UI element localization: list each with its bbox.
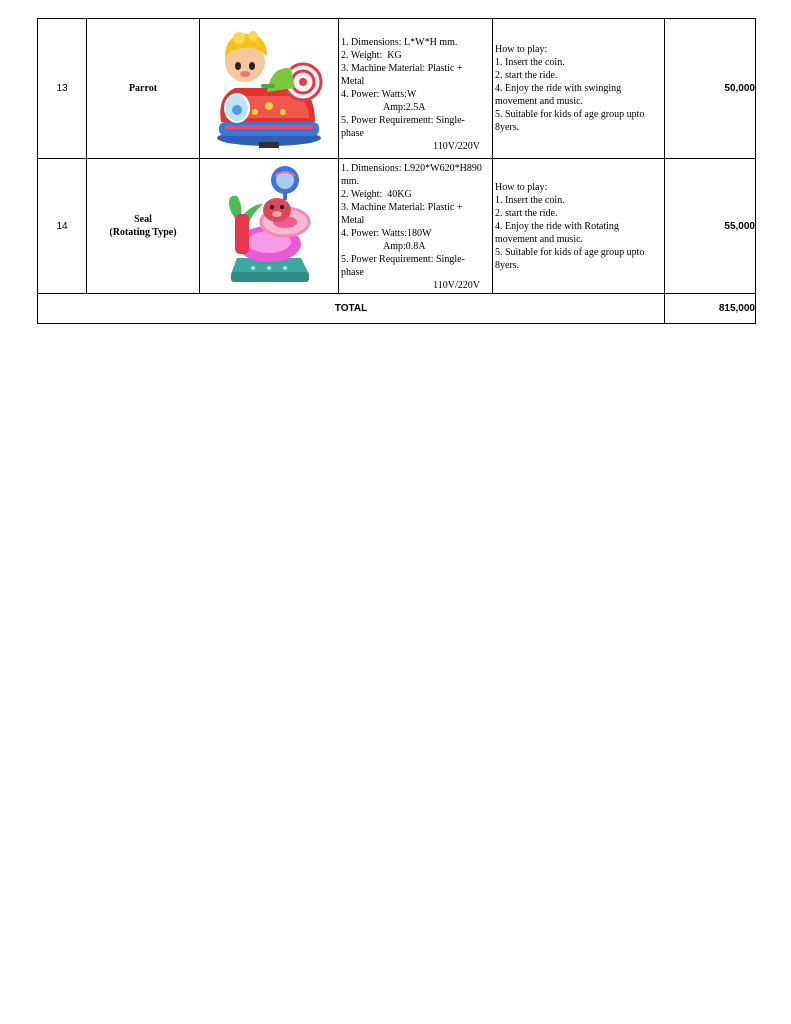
product-image-cell bbox=[200, 159, 339, 294]
spec-line: Amp:0.8A bbox=[383, 241, 426, 252]
spec-line: Metal bbox=[341, 76, 365, 87]
play-line: 4. Enjoy the ride with swinging bbox=[495, 83, 622, 94]
table-row bbox=[38, 159, 756, 294]
spec-line: 1. Dimensions: L*W*H mm. bbox=[341, 37, 458, 48]
spec-line: 110V/220V bbox=[433, 141, 480, 152]
play-line: How to play: bbox=[495, 181, 548, 193]
spec-line: phase bbox=[341, 267, 364, 278]
product-name-line: (Rotating Type) bbox=[109, 227, 177, 238]
product-name bbox=[87, 159, 200, 294]
play-line: 2. start the ride. bbox=[495, 70, 558, 81]
serial-number: 14 bbox=[38, 159, 87, 294]
spec-line: 3. Machine Material: Plastic + bbox=[341, 63, 463, 74]
price: 55,000 bbox=[665, 159, 756, 294]
play-line: 4. Enjoy the ride with Rotating bbox=[495, 220, 619, 232]
spec-line: 5. Power Requirement: Single- bbox=[341, 115, 465, 126]
total-row bbox=[38, 294, 756, 324]
spec-line: mm. bbox=[341, 176, 360, 187]
play-line: 1. Insert the coin. bbox=[495, 57, 565, 68]
spec-line: 1. Dimensions: L920*W620*H890 bbox=[341, 163, 482, 174]
play-line: How to play: bbox=[495, 44, 548, 55]
play-line: 8yers. bbox=[495, 259, 520, 271]
spec-line: 4. Power: Watts:180W bbox=[341, 228, 432, 239]
price: 50,000 bbox=[665, 19, 756, 159]
spec-line: 110V/220V bbox=[433, 280, 480, 291]
play-line: movement and music. bbox=[495, 96, 584, 107]
play-line: 2. start the ride. bbox=[495, 207, 558, 219]
spec-line: 2. Weight: KG bbox=[341, 50, 402, 61]
product-name bbox=[87, 19, 200, 159]
spec-line: 2. Weight: 40KG bbox=[341, 189, 412, 200]
spec-line: Metal bbox=[341, 215, 365, 226]
specifications bbox=[339, 159, 493, 294]
spec-line: phase bbox=[341, 128, 364, 139]
spec-line: Amp:2.5A bbox=[383, 102, 426, 113]
how-to-play bbox=[493, 19, 665, 159]
play-line: movement and music. bbox=[495, 233, 584, 245]
product-name-line: Seal bbox=[134, 214, 152, 225]
play-line: 8yers. bbox=[495, 122, 520, 133]
product-image-cell bbox=[200, 19, 339, 159]
total-label: TOTAL bbox=[38, 294, 665, 324]
serial-number: 13 bbox=[38, 19, 87, 159]
spec-line: 3. Machine Material: Plastic + bbox=[341, 202, 463, 213]
spec-line: 5. Power Requirement: Single- bbox=[341, 254, 465, 265]
specifications bbox=[339, 19, 493, 159]
quotation-table bbox=[37, 18, 756, 324]
play-line: 5. Suitable for kids of age group upto bbox=[495, 246, 645, 258]
total-value: 815,000 bbox=[665, 294, 756, 324]
seal-kiddie-ride-icon bbox=[223, 164, 315, 288]
play-line: 5. Suitable for kids of age group upto bbox=[495, 109, 645, 120]
product-name-line: Parrot bbox=[128, 83, 158, 94]
parrot-kiddie-ride-icon bbox=[211, 26, 327, 152]
table-row bbox=[38, 19, 756, 159]
how-to-play bbox=[493, 159, 665, 294]
play-line: 1. Insert the coin. bbox=[495, 194, 565, 206]
spec-line: 4. Power: Watts:W bbox=[341, 89, 417, 100]
